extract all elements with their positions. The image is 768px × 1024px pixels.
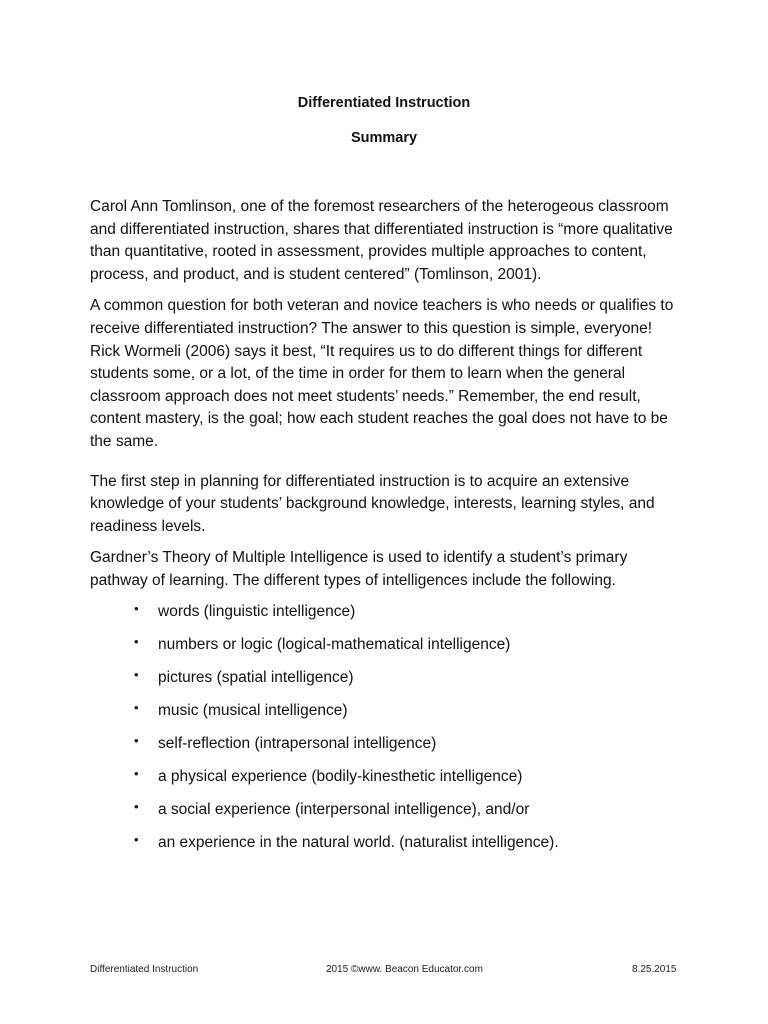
- footer-date: 8.25.2015: [632, 964, 677, 975]
- list-item: [90, 700, 680, 733]
- list-item-text: pictures (spatial intelligence): [158, 668, 354, 686]
- footer-copyright: 2015 ©www. Beacon Educator.com: [326, 964, 483, 975]
- bullet-icon: •: [134, 666, 139, 682]
- list-item: [90, 634, 680, 667]
- list-item-text: a physical experience (bodily-kinesthetic intelligence): [158, 767, 523, 785]
- document-subtitle: Summary: [350, 130, 418, 146]
- list-item-text: an experience in the natural world. (naturalist intelligence).: [158, 833, 559, 851]
- paragraph-first-step: The first step in planning for differentiated instruction is to acquire an extensive knowledge of your students’ background knowledge, interests, learning styles, and readiness levels.: [90, 472, 655, 535]
- list-item: [90, 733, 680, 766]
- list-item-text: a social experience (interpersonal intelligence), and/or: [158, 800, 530, 818]
- list-item-text: words (linguistic intelligence): [158, 602, 356, 620]
- footer-title: Differentiated Instruction: [90, 964, 199, 975]
- paragraph-common-question: A common question for both veteran and novice teachers is who needs or qualifies to receive differentiated instruction? The answer to this question is simple, everyone! Rick Wormeli (2006) says it best, “It requires us to do different things for different students some, or a lot, of the time in order for them to learn when the general classroom approach does not meet students’ needs.” Remember, the end result, content mastery, is the goal; how each student reaches the goal does not have to be the same.: [90, 297, 674, 450]
- intelligence-list: [90, 601, 680, 865]
- list-item-text: music (musical intelligence): [158, 701, 348, 719]
- list-item-text: numbers or logic (logical-mathematical intelligence): [158, 635, 511, 653]
- bullet-icon: •: [134, 765, 139, 781]
- list-item: [90, 601, 680, 634]
- bullet-icon: •: [134, 633, 139, 649]
- document-body: [90, 196, 680, 865]
- list-item: [90, 766, 680, 799]
- list-item: [90, 799, 680, 832]
- bullet-icon: •: [134, 600, 139, 616]
- paragraph-tomlinson: Carol Ann Tomlinson, one of the foremost researchers of the heterogeous classroom and differentiated instruction, shares that differentiated instruction is “more qualitative than quantitative, rooted in assessment, provides multiple approaches to content, process, and product, and is student centered” (Tomlinson, 2001).: [90, 198, 673, 283]
- bullet-icon: •: [134, 831, 139, 847]
- bullet-icon: •: [134, 699, 139, 715]
- document-title: Differentiated Instruction: [297, 95, 471, 111]
- bullet-icon: •: [134, 798, 139, 814]
- list-item: [90, 667, 680, 700]
- list-item-text: self-reflection (intrapersonal intelligence): [158, 734, 437, 752]
- bullet-icon: •: [134, 732, 139, 748]
- paragraph-gardner: Gardner’s Theory of Multiple Intelligence is used to identify a student’s primary pathway of learning. The different types of intelligences include the following.: [90, 549, 628, 589]
- list-item: [90, 832, 680, 865]
